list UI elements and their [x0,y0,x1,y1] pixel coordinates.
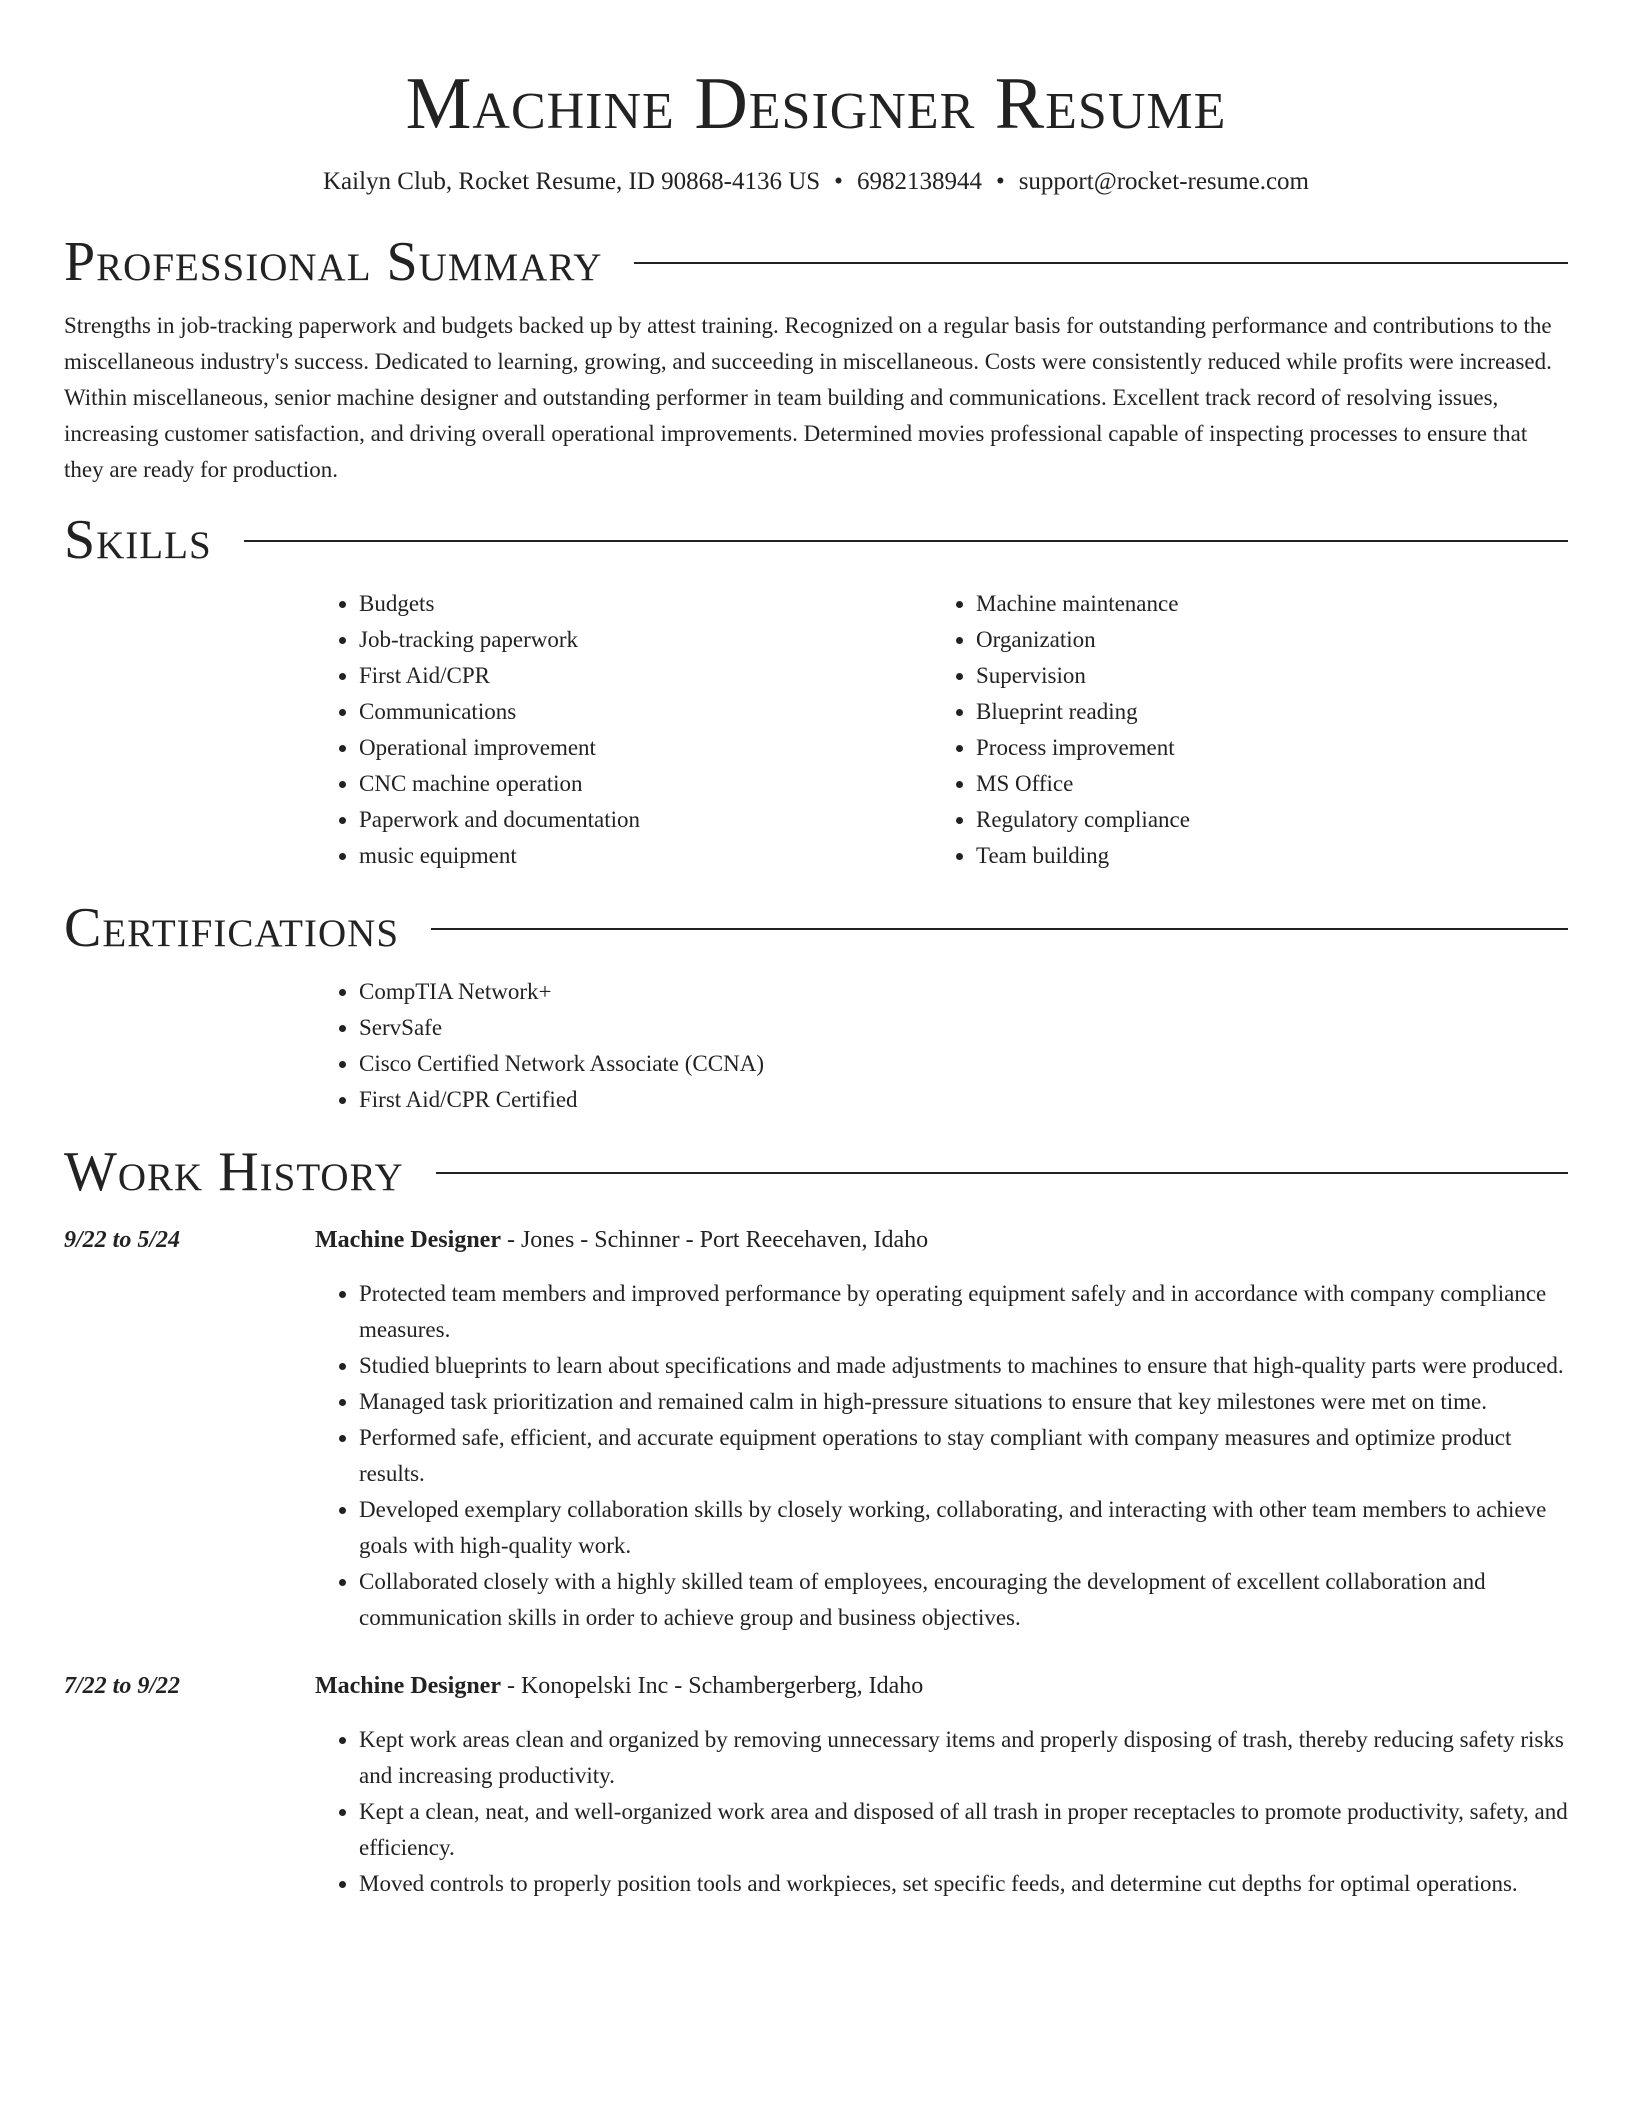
skill-item: • First Aid/CPR [359,658,932,694]
skill-item: • Paperwork and documentation [359,802,932,838]
job-duties-list [315,1722,1568,1902]
job-duty: • Developed exemplary collaboration skills by closely working, collaborating, and interacting with other team members to achieve goals with high-quality work. [359,1492,1568,1564]
contact-email: support@rocket-resume.com [1018,168,1309,195]
resume-page [64,0,1568,1902]
job-duty: • Moved controls to properly position tools and workpieces, set specific feeds, and determine cut depths for optimal operations. [359,1866,1568,1902]
skill-item: • music equipment [359,838,932,874]
job-title-line [315,1668,923,1704]
job-duty: • Kept a clean, neat, and well-organized work area and disposed of all trash in proper receptacles to promote productivity, safety, and efficiency. [359,1794,1568,1866]
summary-heading: Professional Summary [64,231,603,293]
section-divider [431,928,1568,930]
contact-separator: • [834,168,843,195]
job-duty: • Protected team members and improved performance by operating equipment safely and in accordance with company compliance measures. [359,1276,1568,1348]
certification-item: • First Aid/CPR Certified [359,1082,1568,1118]
job-duties-list [315,1276,1568,1636]
job-entry [64,1222,1568,1636]
skill-item: • Regulatory compliance [976,802,1549,838]
certification-item: • ServSafe [359,1010,1568,1046]
skill-item: • Communications [359,694,932,730]
work-history-section-header [64,1140,1568,1204]
section-divider [634,262,1568,264]
job-employer-location: - Jones - Schinner - Port Reecehaven, Idaho [500,1227,929,1253]
skill-item: • CNC machine operation [359,766,932,802]
skills-column-left [315,586,932,874]
contact-separator: • [995,168,1005,195]
job-employer-location: - Konopelski Inc - Schambergerberg, Idaho [500,1673,924,1699]
summary-section-header [64,230,1568,294]
job-title: Machine Designer [315,1227,501,1253]
job-dates: 7/22 to 9/22 [64,1673,181,1699]
certifications-list [315,974,1568,1118]
skills-list [315,586,1568,874]
skill-item: • Process improvement [976,730,1549,766]
work-history-heading: Work History [64,1141,404,1203]
job-duty: • Managed task prioritization and remained calm in high-pressure situations to ensure that key milestones were met on time. [359,1384,1568,1420]
job-duty: • Collaborated closely with a highly skilled team of employees, encouraging the development of excellent collaboration and communication skills in order to achieve group and business objectives. [359,1564,1568,1636]
job-title-line [315,1222,928,1258]
job-header [64,1222,1568,1258]
skill-item: • MS Office [976,766,1549,802]
job-dates: 9/22 to 5/24 [64,1227,181,1253]
summary-text: Strengths in job-tracking paperwork and budgets backed up by attest training. Recognized on a regular basis for outstanding performance and contributions to the miscellaneous industry's success. Dedicated to learning, growing, and succeeding in miscellaneous. Costs were consistently reduced while profits were increased. Within miscellaneous, senior machine designer and outstanding performer in team building and communications. Excellent track record of resolving issues, increasing customer satisfaction, and driving overall operational improvements. Determined movies professional capable of inspecting processes to ensure that they are ready for production. [64,313,1552,482]
skill-item: • Blueprint reading [976,694,1549,730]
skills-column-right [932,586,1549,874]
job-duty: • Studied blueprints to learn about specifications and made adjustments to machines to ensure that high-quality parts were produced. [359,1348,1568,1384]
section-divider [244,540,1568,542]
skills-section-header [64,508,1568,572]
skill-item: • Budgets [359,586,932,622]
job-header [64,1668,1568,1704]
certifications-heading: Certifications [64,897,400,959]
skills-heading: Skills [64,509,212,571]
job-entry [64,1668,1568,1902]
job-duty: • Kept work areas clean and organized by removing unnecessary items and properly disposing of trash, thereby reducing safety risks and increasing productivity. [359,1722,1568,1794]
skill-item: • Job-tracking paperwork [359,622,932,658]
skill-item: • Machine maintenance [976,586,1549,622]
job-title: Machine Designer [315,1673,501,1699]
skill-item: • Team building [976,838,1549,874]
skill-item: • Supervision [976,658,1549,694]
contact-address: Kailyn Club, Rocket Resume, ID 90868-4136 US [322,168,821,195]
skill-item: • Operational improvement [359,730,932,766]
skill-item: • Organization [976,622,1549,658]
resume-title: Machine Designer Resume [405,63,1227,145]
job-duty: • Performed safe, efficient, and accurate equipment operations to stay compliant with company measures and optimize product results. [359,1420,1568,1492]
contact-line [64,166,1568,198]
section-divider [436,1172,1568,1174]
certification-item: • CompTIA Network+ [359,974,1568,1010]
certification-item: • Cisco Certified Network Associate (CCNA) [359,1046,1568,1082]
contact-phone: 6982138944 [856,168,982,195]
certifications-section-header [64,896,1568,960]
